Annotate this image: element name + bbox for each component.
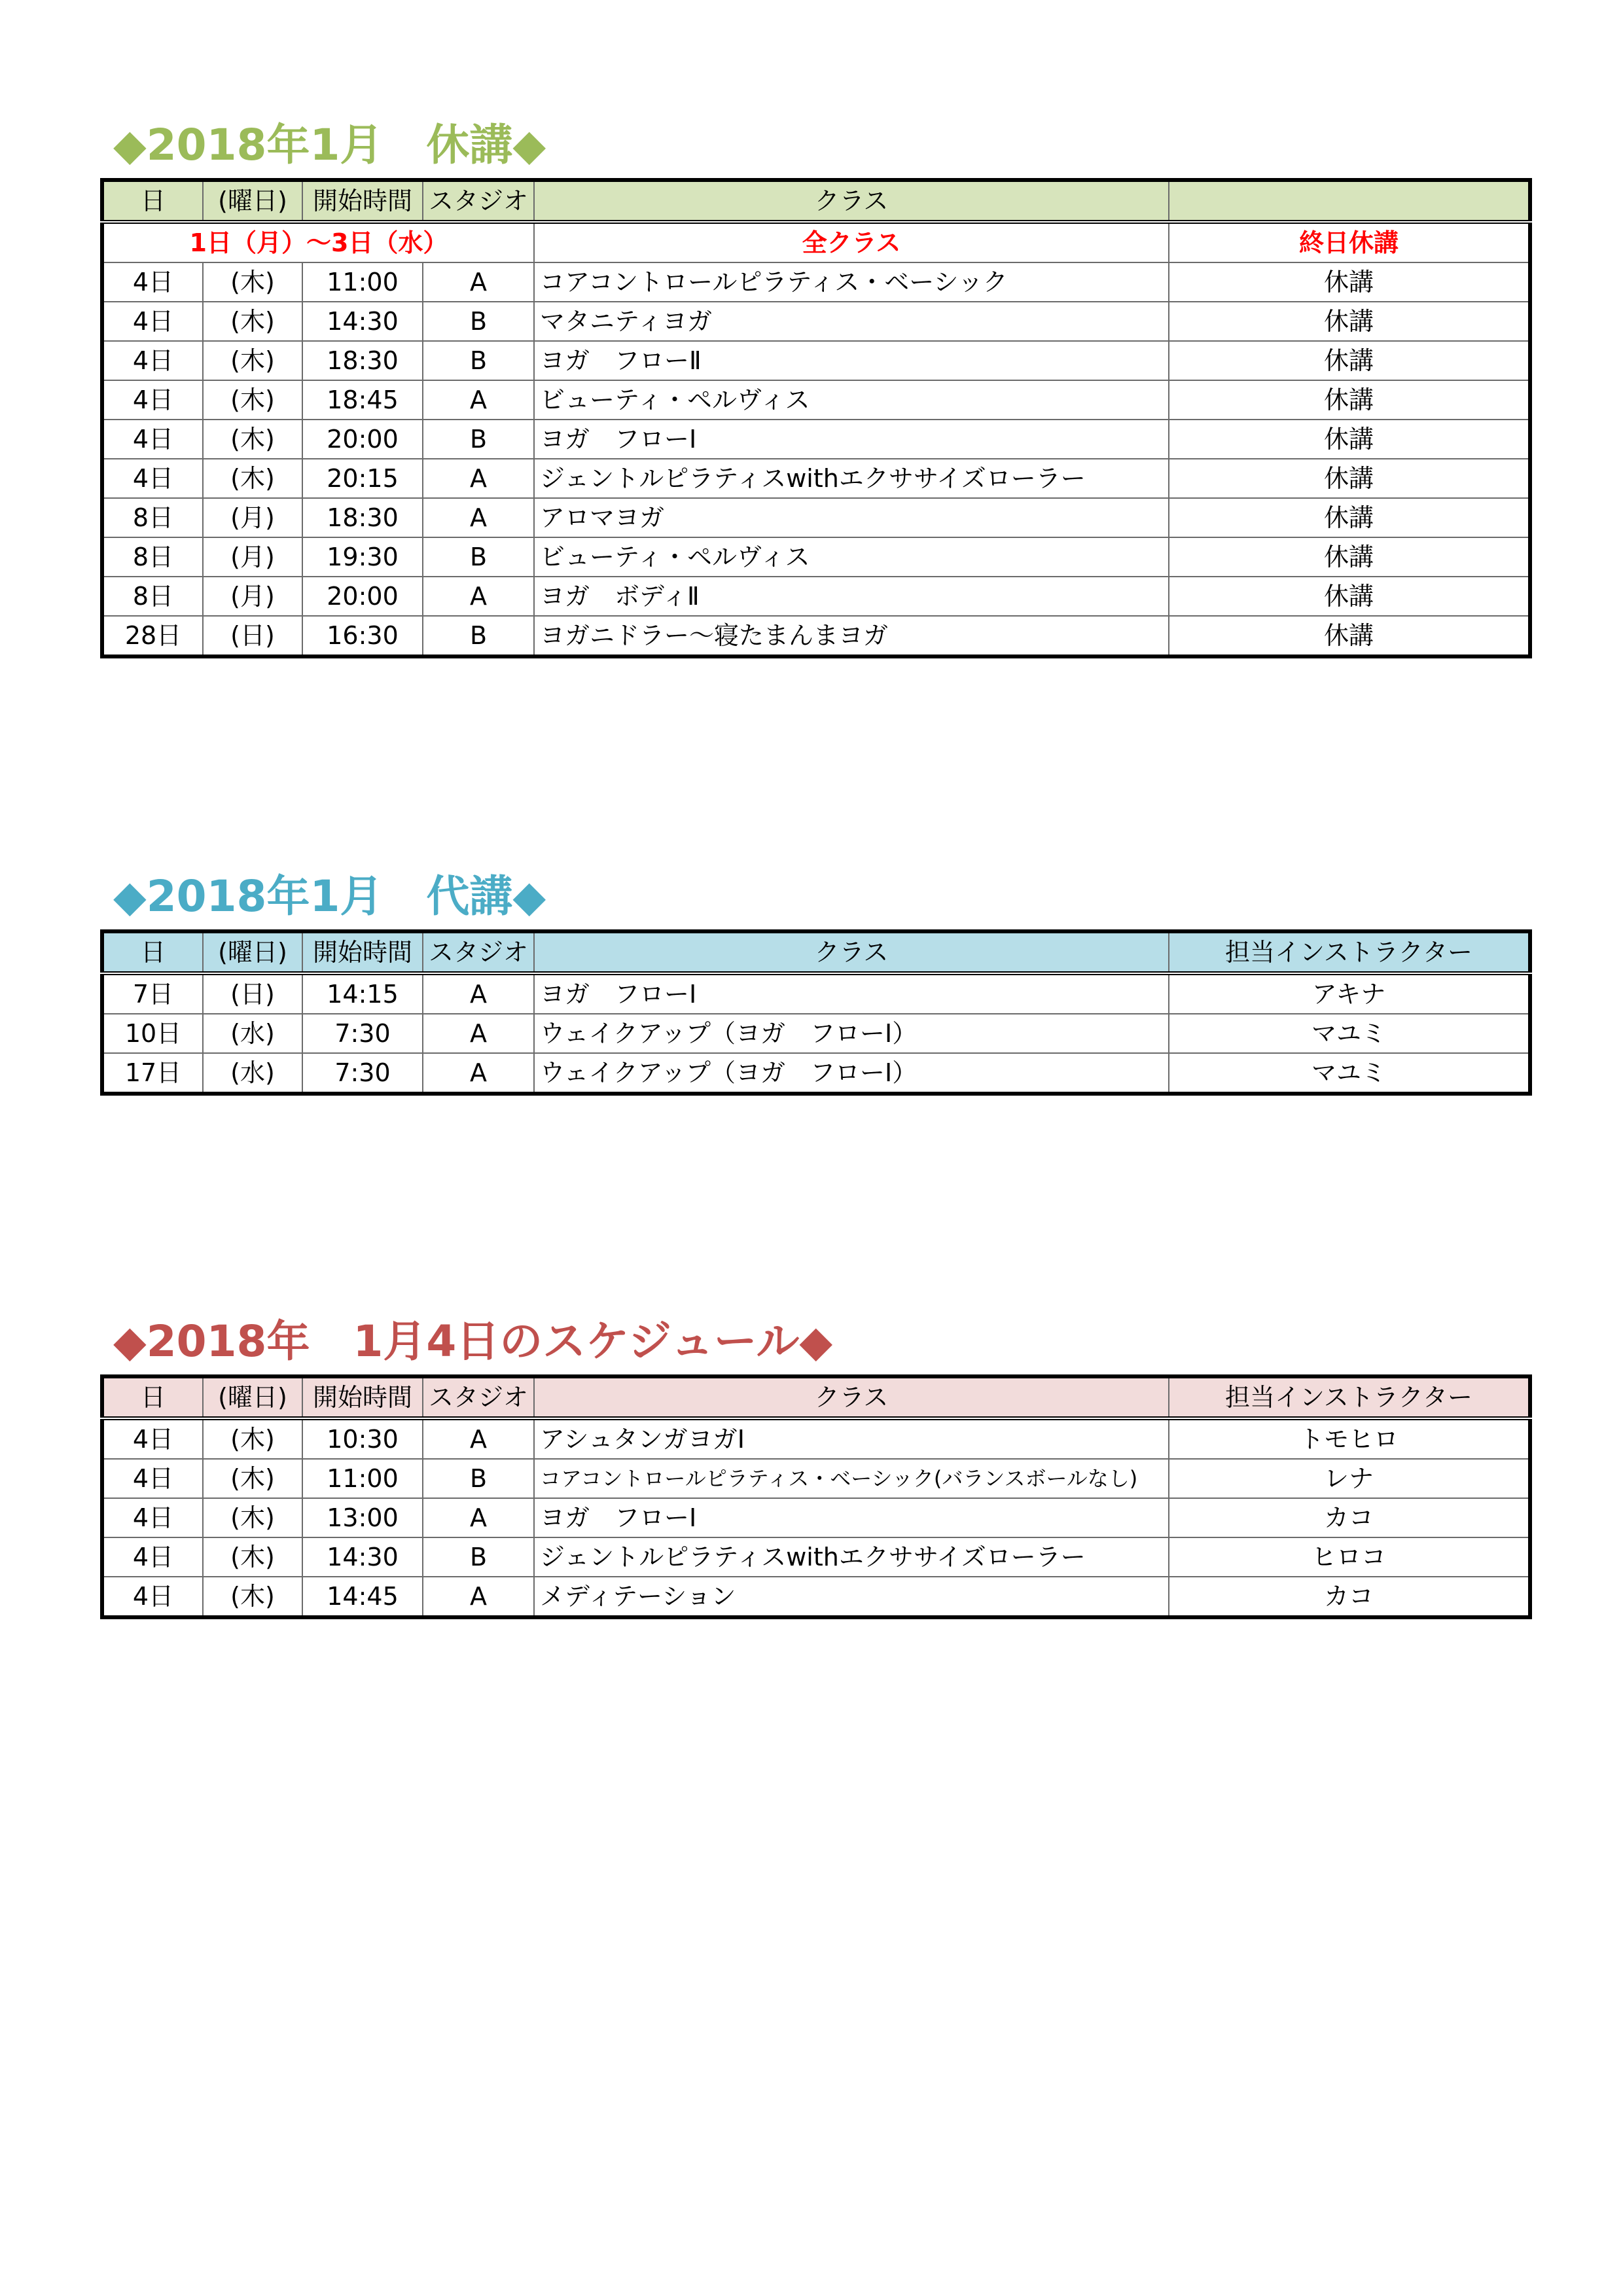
cell-day: 4日 — [102, 302, 203, 341]
cell-instructor: レナ — [1169, 1459, 1530, 1498]
cell-instructor: マユミ — [1169, 1053, 1530, 1094]
cell-studio: A — [423, 1014, 534, 1053]
cell-dow: (木) — [203, 420, 302, 459]
cell-day: 4日 — [102, 1459, 203, 1498]
table-row — [102, 1014, 1530, 1053]
daiko-title: ◆2018年1月 代講◆ — [113, 871, 546, 922]
cell-time: 11:00 — [302, 1459, 423, 1498]
cell-time: 14:45 — [302, 1577, 423, 1617]
cell-class: メディテーション — [534, 1577, 1169, 1617]
cell-instructor: カコ — [1169, 1498, 1530, 1537]
cell-day: 4日 — [102, 420, 203, 459]
col-dow: (曜日) — [203, 931, 302, 973]
col-note — [1169, 180, 1530, 222]
col-studio: スタジオ — [423, 180, 534, 222]
col-studio: スタジオ — [423, 931, 534, 973]
table-row — [102, 302, 1530, 341]
cell-time: 10:30 — [302, 1418, 423, 1459]
schedule-table — [100, 1374, 1532, 1619]
cell-class: ジェントルピラティスwithエクササイズローラー — [534, 459, 1169, 498]
table-row — [102, 1418, 1530, 1459]
cell-dow: (木) — [203, 1459, 302, 1498]
cell-studio: B — [423, 302, 534, 341]
all-closed-status: 終日休講 — [1169, 222, 1530, 262]
cell-studio: A — [423, 1498, 534, 1537]
schedule-title: ◆2018年 1月4日のスケジュール◆ — [113, 1316, 833, 1367]
cell-dow: (木) — [203, 459, 302, 498]
table-row — [102, 498, 1530, 537]
col-time: 開始時間 — [302, 1376, 423, 1418]
cell-time: 14:30 — [302, 302, 423, 341]
col-instructor: 担当インストラクター — [1169, 931, 1530, 973]
cell-class: マタニティヨガ — [534, 302, 1169, 341]
kyuko-section — [100, 113, 1528, 658]
cell-dow: (木) — [203, 1537, 302, 1577]
table-row — [102, 459, 1530, 498]
cell-day: 4日 — [102, 1537, 203, 1577]
cell-dow: (月) — [203, 537, 302, 577]
cell-dow: (木) — [203, 341, 302, 380]
cell-class: ヨガ フローⅠ — [534, 420, 1169, 459]
cell-note: 休講 — [1169, 262, 1530, 302]
col-time: 開始時間 — [302, 180, 423, 222]
cell-class: ウェイクアップ（ヨガ フローⅠ） — [534, 1053, 1169, 1094]
cell-day: 4日 — [102, 1577, 203, 1617]
cell-class: ビューティ・ペルヴィス — [534, 380, 1169, 420]
cell-class: アロマヨガ — [534, 498, 1169, 537]
col-day: 日 — [102, 931, 203, 973]
cell-day: 4日 — [102, 262, 203, 302]
cell-dow: (木) — [203, 302, 302, 341]
cell-time: 14:15 — [302, 973, 423, 1014]
cell-dow: (日) — [203, 616, 302, 656]
cell-time: 13:00 — [302, 1498, 423, 1537]
cell-day: 4日 — [102, 459, 203, 498]
cell-studio: A — [423, 1577, 534, 1617]
cell-time: 7:30 — [302, 1053, 423, 1094]
table-row — [102, 1053, 1530, 1094]
cell-note: 休講 — [1169, 380, 1530, 420]
cell-dow: (水) — [203, 1014, 302, 1053]
schedule-section — [100, 1309, 1528, 1619]
cell-day: 4日 — [102, 380, 203, 420]
cell-day: 7日 — [102, 973, 203, 1014]
cell-dow: (木) — [203, 380, 302, 420]
cell-class: ヨガニドラー～寝たまんまヨガ — [534, 616, 1169, 656]
cell-studio: B — [423, 1459, 534, 1498]
col-day: 日 — [102, 1376, 203, 1418]
cell-note: 休講 — [1169, 616, 1530, 656]
col-instructor: 担当インストラクター — [1169, 1376, 1530, 1418]
cell-time: 18:30 — [302, 498, 423, 537]
cell-studio: B — [423, 616, 534, 656]
cell-note: 休講 — [1169, 537, 1530, 577]
table-row — [102, 1498, 1530, 1537]
cell-studio: A — [423, 459, 534, 498]
cell-studio: A — [423, 1053, 534, 1094]
cell-dow: (木) — [203, 1577, 302, 1617]
cell-instructor: アキナ — [1169, 973, 1530, 1014]
col-studio: スタジオ — [423, 1376, 534, 1418]
col-dow: (曜日) — [203, 180, 302, 222]
cell-dow: (木) — [203, 1418, 302, 1459]
cell-time: 20:15 — [302, 459, 423, 498]
cell-day: 8日 — [102, 498, 203, 537]
cell-note: 休講 — [1169, 341, 1530, 380]
cell-instructor: ヒロコ — [1169, 1537, 1530, 1577]
table-row — [102, 341, 1530, 380]
cell-studio: A — [423, 973, 534, 1014]
cell-day: 8日 — [102, 537, 203, 577]
table-row — [102, 1577, 1530, 1617]
cell-dow: (月) — [203, 577, 302, 616]
cell-studio: B — [423, 420, 534, 459]
cell-class: コアコントロールピラティス・ベーシック — [534, 262, 1169, 302]
table-row — [102, 616, 1530, 656]
cell-class: ヨガ フローⅠ — [534, 973, 1169, 1014]
cell-studio: A — [423, 577, 534, 616]
table-row — [102, 420, 1530, 459]
cell-time: 11:00 — [302, 262, 423, 302]
daiko-table — [100, 929, 1532, 1096]
table-row — [102, 262, 1530, 302]
cell-class: アシュタンガヨガⅠ — [534, 1418, 1169, 1459]
cell-instructor: カコ — [1169, 1577, 1530, 1617]
table-row — [102, 380, 1530, 420]
cell-time: 14:30 — [302, 1537, 423, 1577]
all-closed-row — [102, 222, 1530, 262]
kyuko-table — [100, 178, 1532, 658]
col-day: 日 — [102, 180, 203, 222]
cell-studio: A — [423, 380, 534, 420]
cell-note: 休講 — [1169, 302, 1530, 341]
daiko-section — [100, 864, 1528, 1096]
cell-instructor: トモヒロ — [1169, 1418, 1530, 1459]
table-row — [102, 973, 1530, 1014]
cell-studio: B — [423, 1537, 534, 1577]
table-row — [102, 577, 1530, 616]
cell-note: 休講 — [1169, 420, 1530, 459]
cell-studio: A — [423, 262, 534, 302]
cell-class: ジェントルピラティスwithエクササイズローラー — [534, 1537, 1169, 1577]
cell-studio: A — [423, 498, 534, 537]
all-closed-class: 全クラス — [534, 222, 1169, 262]
cell-time: 18:45 — [302, 380, 423, 420]
cell-day: 28日 — [102, 616, 203, 656]
all-closed-dates: 1日（月）～3日（水） — [102, 222, 534, 262]
cell-studio: B — [423, 341, 534, 380]
cell-dow: (月) — [203, 498, 302, 537]
cell-dow: (木) — [203, 1498, 302, 1537]
cell-instructor: マユミ — [1169, 1014, 1530, 1053]
cell-time: 7:30 — [302, 1014, 423, 1053]
cell-class: コアコントロールピラティス・ベーシック(バランスボールなし) — [534, 1459, 1169, 1498]
cell-day: 4日 — [102, 1418, 203, 1459]
cell-day: 8日 — [102, 577, 203, 616]
table-row — [102, 1537, 1530, 1577]
cell-note: 休講 — [1169, 498, 1530, 537]
cell-time: 18:30 — [302, 341, 423, 380]
cell-class: ビューティ・ペルヴィス — [534, 537, 1169, 577]
cell-time: 20:00 — [302, 577, 423, 616]
cell-time: 19:30 — [302, 537, 423, 577]
cell-day: 17日 — [102, 1053, 203, 1094]
daiko-header-row — [102, 931, 1530, 973]
cell-dow: (水) — [203, 1053, 302, 1094]
col-dow: (曜日) — [203, 1376, 302, 1418]
kyuko-title: ◆2018年1月 休講◆ — [113, 120, 546, 170]
col-time: 開始時間 — [302, 931, 423, 973]
cell-studio: B — [423, 537, 534, 577]
col-class: クラス — [534, 931, 1169, 973]
cell-class: ヨガ フローⅠ — [534, 1498, 1169, 1537]
cell-class: ヨガ ボディⅡ — [534, 577, 1169, 616]
cell-dow: (日) — [203, 973, 302, 1014]
schedule-header-row — [102, 1376, 1530, 1418]
cell-day: 10日 — [102, 1014, 203, 1053]
cell-class: ウェイクアップ（ヨガ フローⅠ） — [534, 1014, 1169, 1053]
cell-time: 20:00 — [302, 420, 423, 459]
table-row — [102, 537, 1530, 577]
col-class: クラス — [534, 180, 1169, 222]
kyuko-header-row — [102, 180, 1530, 222]
cell-class: ヨガ フローⅡ — [534, 341, 1169, 380]
cell-dow: (木) — [203, 262, 302, 302]
table-row — [102, 1459, 1530, 1498]
cell-studio: A — [423, 1418, 534, 1459]
cell-note: 休講 — [1169, 577, 1530, 616]
cell-note: 休講 — [1169, 459, 1530, 498]
cell-time: 16:30 — [302, 616, 423, 656]
cell-day: 4日 — [102, 1498, 203, 1537]
cell-day: 4日 — [102, 341, 203, 380]
col-class: クラス — [534, 1376, 1169, 1418]
